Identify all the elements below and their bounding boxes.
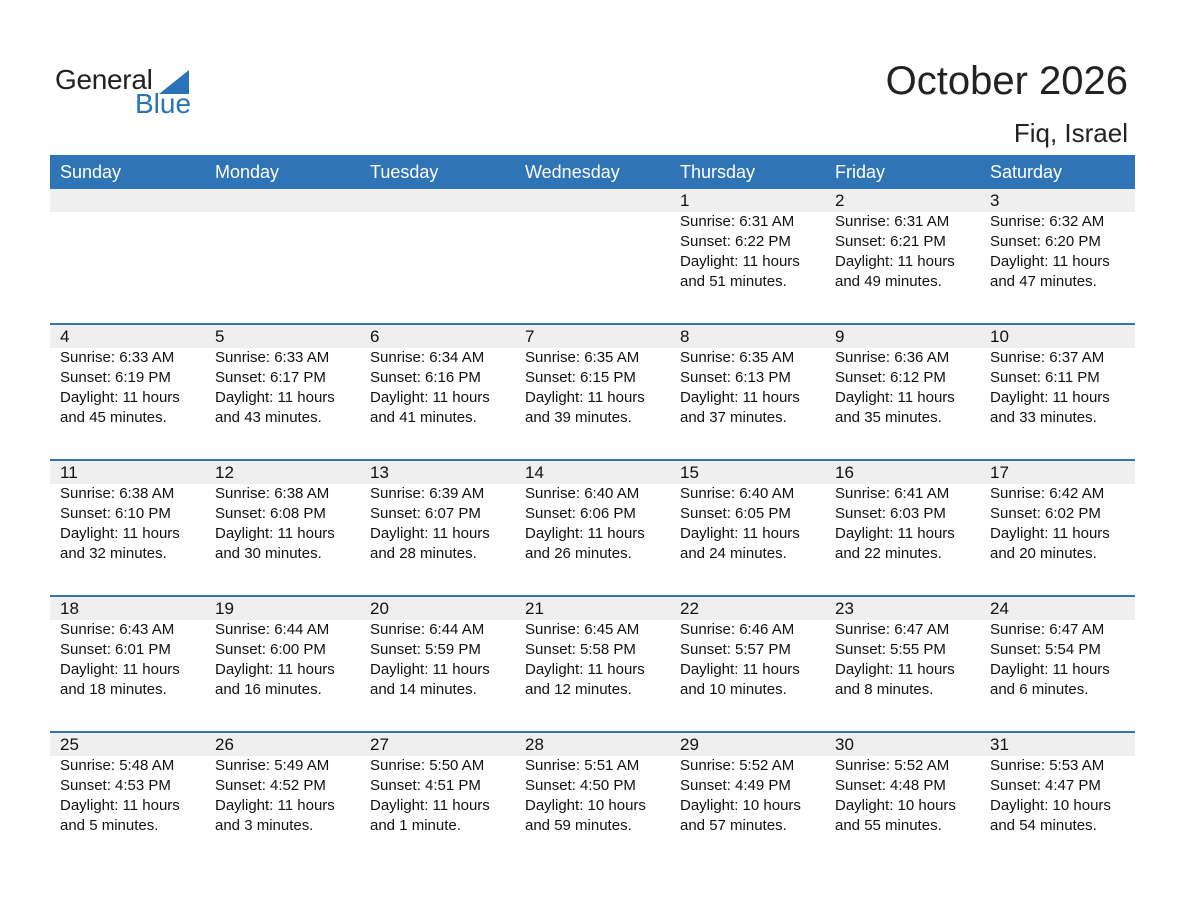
day-number: 29 xyxy=(680,735,699,754)
day-number: 17 xyxy=(990,463,1009,482)
day-cell xyxy=(980,189,1135,292)
daylight-minutes-text: and 1 minute. xyxy=(370,817,461,834)
day-number: 28 xyxy=(525,735,544,754)
day-number: 31 xyxy=(990,735,1009,754)
sunrise-text: Sunrise: 6:31 AM xyxy=(680,213,795,230)
daylight-text: Daylight: 11 hours xyxy=(680,661,800,678)
daylight-minutes-text: and 14 minutes. xyxy=(370,681,477,698)
day-number: 3 xyxy=(990,191,1000,210)
sunset-text: Sunset: 6:17 PM xyxy=(215,369,326,386)
daylight-minutes-text: and 59 minutes. xyxy=(525,817,632,834)
sunrise-text: Sunrise: 6:47 AM xyxy=(990,621,1105,638)
day-cell xyxy=(50,597,205,700)
sunset-text: Sunset: 4:53 PM xyxy=(60,777,171,794)
sunset-text: Sunset: 5:58 PM xyxy=(525,641,636,658)
daylight-text: Daylight: 11 hours xyxy=(60,661,180,678)
daylight-text: Daylight: 11 hours xyxy=(370,661,490,678)
weekday-wednesday: Wednesday xyxy=(525,162,620,182)
daylight-text: Daylight: 11 hours xyxy=(60,797,180,814)
daylight-minutes-text: and 55 minutes. xyxy=(835,817,942,834)
day-number: 20 xyxy=(370,599,389,618)
daylight-minutes-text: and 22 minutes. xyxy=(835,545,942,562)
day-number: 24 xyxy=(990,599,1009,618)
day-number: 23 xyxy=(835,599,854,618)
week-row xyxy=(50,459,1135,595)
sunrise-text: Sunrise: 6:46 AM xyxy=(680,621,795,638)
week-cells xyxy=(50,597,1135,700)
sunset-text: Sunset: 4:52 PM xyxy=(215,777,326,794)
sunset-text: Sunset: 6:20 PM xyxy=(990,233,1101,250)
day-cell xyxy=(515,733,670,836)
sunrise-text: Sunrise: 6:33 AM xyxy=(215,349,330,366)
day-cell xyxy=(980,597,1135,700)
daylight-text: Daylight: 11 hours xyxy=(835,661,955,678)
day-number: 18 xyxy=(60,599,79,618)
daylight-text: Daylight: 11 hours xyxy=(60,525,180,542)
day-cell xyxy=(50,733,205,836)
daylight-minutes-text: and 57 minutes. xyxy=(680,817,787,834)
day-cell xyxy=(670,189,825,292)
sunset-text: Sunset: 6:12 PM xyxy=(835,369,946,386)
sunrise-text: Sunrise: 6:34 AM xyxy=(370,349,485,366)
sunrise-text: Sunrise: 6:45 AM xyxy=(525,621,640,638)
sunset-text: Sunset: 6:10 PM xyxy=(60,505,171,522)
sunset-text: Sunset: 6:11 PM xyxy=(990,369,1100,386)
week-cells xyxy=(50,325,1135,428)
day-number: 1 xyxy=(680,191,690,210)
sunset-text: Sunset: 4:50 PM xyxy=(525,777,636,794)
day-cell xyxy=(205,733,360,836)
day-cell xyxy=(670,733,825,836)
daylight-text: Daylight: 11 hours xyxy=(990,525,1110,542)
daylight-text: Daylight: 11 hours xyxy=(680,389,800,406)
daylight-minutes-text: and 26 minutes. xyxy=(525,545,632,562)
weekday-thursday: Thursday xyxy=(680,162,756,182)
sunrise-text: Sunrise: 6:41 AM xyxy=(835,485,950,502)
day-cell xyxy=(360,325,515,428)
day-number: 30 xyxy=(835,735,854,754)
daylight-minutes-text: and 33 minutes. xyxy=(990,409,1097,426)
daylight-minutes-text: and 35 minutes. xyxy=(835,409,942,426)
sunrise-text: Sunrise: 6:33 AM xyxy=(60,349,175,366)
daylight-minutes-text: and 5 minutes. xyxy=(60,817,159,834)
day-cell xyxy=(980,733,1135,836)
daylight-text: Daylight: 10 hours xyxy=(680,797,801,814)
day-cell xyxy=(515,597,670,700)
sunset-text: Sunset: 6:00 PM xyxy=(215,641,326,658)
logo-text-blue: Blue xyxy=(135,88,192,119)
sunset-text: Sunset: 6:19 PM xyxy=(60,369,171,386)
daylight-text: Daylight: 11 hours xyxy=(680,253,800,270)
calendar-location: Fiq, Israel xyxy=(1013,118,1128,148)
sunrise-text: Sunrise: 6:40 AM xyxy=(525,485,640,502)
sunset-text: Sunset: 6:21 PM xyxy=(835,233,946,250)
day-cell xyxy=(205,597,360,700)
daylight-minutes-text: and 30 minutes. xyxy=(215,545,322,562)
daylight-text: Daylight: 11 hours xyxy=(525,525,645,542)
day-cell xyxy=(205,325,360,428)
day-cell xyxy=(825,325,980,428)
weekday-tuesday: Tuesday xyxy=(370,162,439,182)
sunset-text: Sunset: 6:07 PM xyxy=(370,505,481,522)
sunrise-text: Sunrise: 5:51 AM xyxy=(525,757,640,774)
daylight-minutes-text: and 16 minutes. xyxy=(215,681,322,698)
weekday-saturday: Saturday xyxy=(990,162,1063,182)
day-number: 27 xyxy=(370,735,389,754)
day-number xyxy=(60,189,205,212)
day-number: 7 xyxy=(525,327,535,346)
daylight-text: Daylight: 11 hours xyxy=(835,389,955,406)
day-cell xyxy=(205,461,360,564)
day-cell xyxy=(980,325,1135,428)
day-number: 5 xyxy=(215,327,225,346)
day-number: 22 xyxy=(680,599,699,618)
week-cells xyxy=(50,189,1135,292)
day-number: 14 xyxy=(525,463,544,482)
day-number: 19 xyxy=(215,599,234,618)
sunrise-text: Sunrise: 6:39 AM xyxy=(370,485,485,502)
week-row xyxy=(50,731,1135,867)
day-cell xyxy=(50,461,205,564)
daylight-minutes-text: and 54 minutes. xyxy=(990,817,1097,834)
sunset-text: Sunset: 6:05 PM xyxy=(680,505,791,522)
day-cell xyxy=(825,733,980,836)
daylight-minutes-text: and 41 minutes. xyxy=(370,409,477,426)
sunset-text: Sunset: 4:51 PM xyxy=(370,777,481,794)
sunset-text: Sunset: 4:48 PM xyxy=(835,777,946,794)
sunrise-text: Sunrise: 6:44 AM xyxy=(215,621,330,638)
daylight-text: Daylight: 10 hours xyxy=(990,797,1111,814)
day-number: 8 xyxy=(680,327,690,346)
daylight-text: Daylight: 11 hours xyxy=(215,389,335,406)
day-cell xyxy=(360,461,515,564)
sunrise-text: Sunrise: 6:35 AM xyxy=(525,349,640,366)
daylight-text: Daylight: 11 hours xyxy=(835,253,955,270)
sunrise-text: Sunrise: 6:32 AM xyxy=(990,213,1105,230)
weekday-monday: Monday xyxy=(215,162,280,182)
calendar-title: October 2026 xyxy=(885,59,1128,103)
daylight-minutes-text: and 8 minutes. xyxy=(835,681,934,698)
daylight-text: Daylight: 11 hours xyxy=(370,525,490,542)
daylight-minutes-text: and 20 minutes. xyxy=(990,545,1097,562)
sunrise-text: Sunrise: 6:38 AM xyxy=(215,485,330,502)
day-number xyxy=(525,189,670,212)
day-cell xyxy=(825,461,980,564)
sunrise-text: Sunrise: 5:49 AM xyxy=(215,757,330,774)
sunset-text: Sunset: 5:59 PM xyxy=(370,641,481,658)
daylight-minutes-text: and 10 minutes. xyxy=(680,681,787,698)
day-cell xyxy=(980,461,1135,564)
sunrise-text: Sunrise: 6:35 AM xyxy=(680,349,795,366)
day-cell xyxy=(670,325,825,428)
daylight-text: Daylight: 11 hours xyxy=(215,525,335,542)
day-cell xyxy=(515,189,670,292)
daylight-minutes-text: and 6 minutes. xyxy=(990,681,1089,698)
sunset-text: Sunset: 6:03 PM xyxy=(835,505,946,522)
daylight-minutes-text: and 32 minutes. xyxy=(60,545,167,562)
daylight-text: Daylight: 11 hours xyxy=(525,661,645,678)
daylight-text: Daylight: 11 hours xyxy=(370,389,490,406)
day-number: 26 xyxy=(215,735,234,754)
daylight-text: Daylight: 11 hours xyxy=(525,389,645,406)
day-number: 25 xyxy=(60,735,79,754)
daylight-text: Daylight: 11 hours xyxy=(370,797,490,814)
day-cell xyxy=(205,189,360,292)
day-cell xyxy=(360,189,515,292)
generalblue-logo xyxy=(55,64,195,120)
day-cell xyxy=(360,597,515,700)
day-number: 16 xyxy=(835,463,854,482)
week-row xyxy=(50,189,1135,323)
daylight-minutes-text: and 47 minutes. xyxy=(990,273,1097,290)
sunrise-text: Sunrise: 5:53 AM xyxy=(990,757,1105,774)
week-row xyxy=(50,595,1135,731)
daylight-text: Daylight: 11 hours xyxy=(215,661,335,678)
day-cell xyxy=(670,597,825,700)
daylight-minutes-text: and 43 minutes. xyxy=(215,409,322,426)
daylight-text: Daylight: 11 hours xyxy=(835,525,955,542)
day-number xyxy=(370,189,515,212)
daylight-text: Daylight: 11 hours xyxy=(215,797,335,814)
sunrise-text: Sunrise: 6:38 AM xyxy=(60,485,175,502)
day-number: 10 xyxy=(990,327,1009,346)
daylight-minutes-text: and 39 minutes. xyxy=(525,409,632,426)
sunset-text: Sunset: 6:08 PM xyxy=(215,505,326,522)
daylight-text: Daylight: 11 hours xyxy=(990,661,1110,678)
sunset-text: Sunset: 6:02 PM xyxy=(990,505,1101,522)
sunrise-text: Sunrise: 5:50 AM xyxy=(370,757,485,774)
day-number: 21 xyxy=(525,599,544,618)
sunrise-text: Sunrise: 6:42 AM xyxy=(990,485,1105,502)
daylight-minutes-text: and 51 minutes. xyxy=(680,273,787,290)
sunrise-text: Sunrise: 6:36 AM xyxy=(835,349,950,366)
daylight-minutes-text: and 45 minutes. xyxy=(60,409,167,426)
day-number xyxy=(215,189,360,212)
weeks-container xyxy=(50,189,1138,867)
sunrise-text: Sunrise: 5:52 AM xyxy=(835,757,950,774)
weekday-sunday: Sunday xyxy=(60,162,122,182)
sunrise-text: Sunrise: 5:48 AM xyxy=(60,757,175,774)
sunset-text: Sunset: 5:57 PM xyxy=(680,641,791,658)
daylight-text: Daylight: 11 hours xyxy=(60,389,180,406)
sunset-text: Sunset: 4:47 PM xyxy=(990,777,1101,794)
sunset-text: Sunset: 5:55 PM xyxy=(835,641,946,658)
daylight-minutes-text: and 24 minutes. xyxy=(680,545,787,562)
logo-text-general: General xyxy=(55,64,153,95)
day-cell xyxy=(50,325,205,428)
day-number: 12 xyxy=(215,463,234,482)
daylight-minutes-text: and 3 minutes. xyxy=(215,817,314,834)
day-number: 9 xyxy=(835,327,845,346)
weekday-friday: Friday xyxy=(835,162,886,182)
day-cell xyxy=(515,325,670,428)
daylight-text: Daylight: 11 hours xyxy=(990,389,1110,406)
sunrise-text: Sunrise: 5:52 AM xyxy=(680,757,795,774)
daylight-minutes-text: and 37 minutes. xyxy=(680,409,787,426)
day-cell xyxy=(670,461,825,564)
week-cells xyxy=(50,461,1135,564)
sunset-text: Sunset: 6:15 PM xyxy=(525,369,636,386)
day-number: 15 xyxy=(680,463,699,482)
day-number: 6 xyxy=(370,327,380,346)
sunset-text: Sunset: 6:13 PM xyxy=(680,369,791,386)
sunrise-text: Sunrise: 6:31 AM xyxy=(835,213,950,230)
sunrise-text: Sunrise: 6:47 AM xyxy=(835,621,950,638)
calendar-grid xyxy=(50,155,1138,867)
sunset-text: Sunset: 4:49 PM xyxy=(680,777,791,794)
daylight-text: Daylight: 10 hours xyxy=(525,797,646,814)
daylight-text: Daylight: 11 hours xyxy=(680,525,800,542)
sunrise-text: Sunrise: 6:40 AM xyxy=(680,485,795,502)
daylight-minutes-text: and 12 minutes. xyxy=(525,681,632,698)
day-number: 4 xyxy=(60,327,70,346)
day-cell xyxy=(360,733,515,836)
daylight-minutes-text: and 28 minutes. xyxy=(370,545,477,562)
sunrise-text: Sunrise: 6:44 AM xyxy=(370,621,485,638)
weekday-header xyxy=(50,155,1135,189)
sunset-text: Sunset: 5:54 PM xyxy=(990,641,1101,658)
day-cell xyxy=(515,461,670,564)
day-number: 11 xyxy=(60,463,78,482)
daylight-text: Daylight: 10 hours xyxy=(835,797,956,814)
daylight-minutes-text: and 49 minutes. xyxy=(835,273,942,290)
sunrise-text: Sunrise: 6:37 AM xyxy=(990,349,1105,366)
sunset-text: Sunset: 6:06 PM xyxy=(525,505,636,522)
sunset-text: Sunset: 6:01 PM xyxy=(60,641,171,658)
sunset-text: Sunset: 6:22 PM xyxy=(680,233,791,250)
day-number: 2 xyxy=(835,191,845,210)
day-number: 13 xyxy=(370,463,389,482)
week-cells xyxy=(50,733,1135,836)
week-row xyxy=(50,323,1135,459)
daylight-text: Daylight: 11 hours xyxy=(990,253,1110,270)
sunrise-text: Sunrise: 6:43 AM xyxy=(60,621,175,638)
day-cell xyxy=(50,189,205,292)
sunset-text: Sunset: 6:16 PM xyxy=(370,369,481,386)
day-cell xyxy=(825,597,980,700)
daylight-minutes-text: and 18 minutes. xyxy=(60,681,167,698)
day-cell xyxy=(825,189,980,292)
